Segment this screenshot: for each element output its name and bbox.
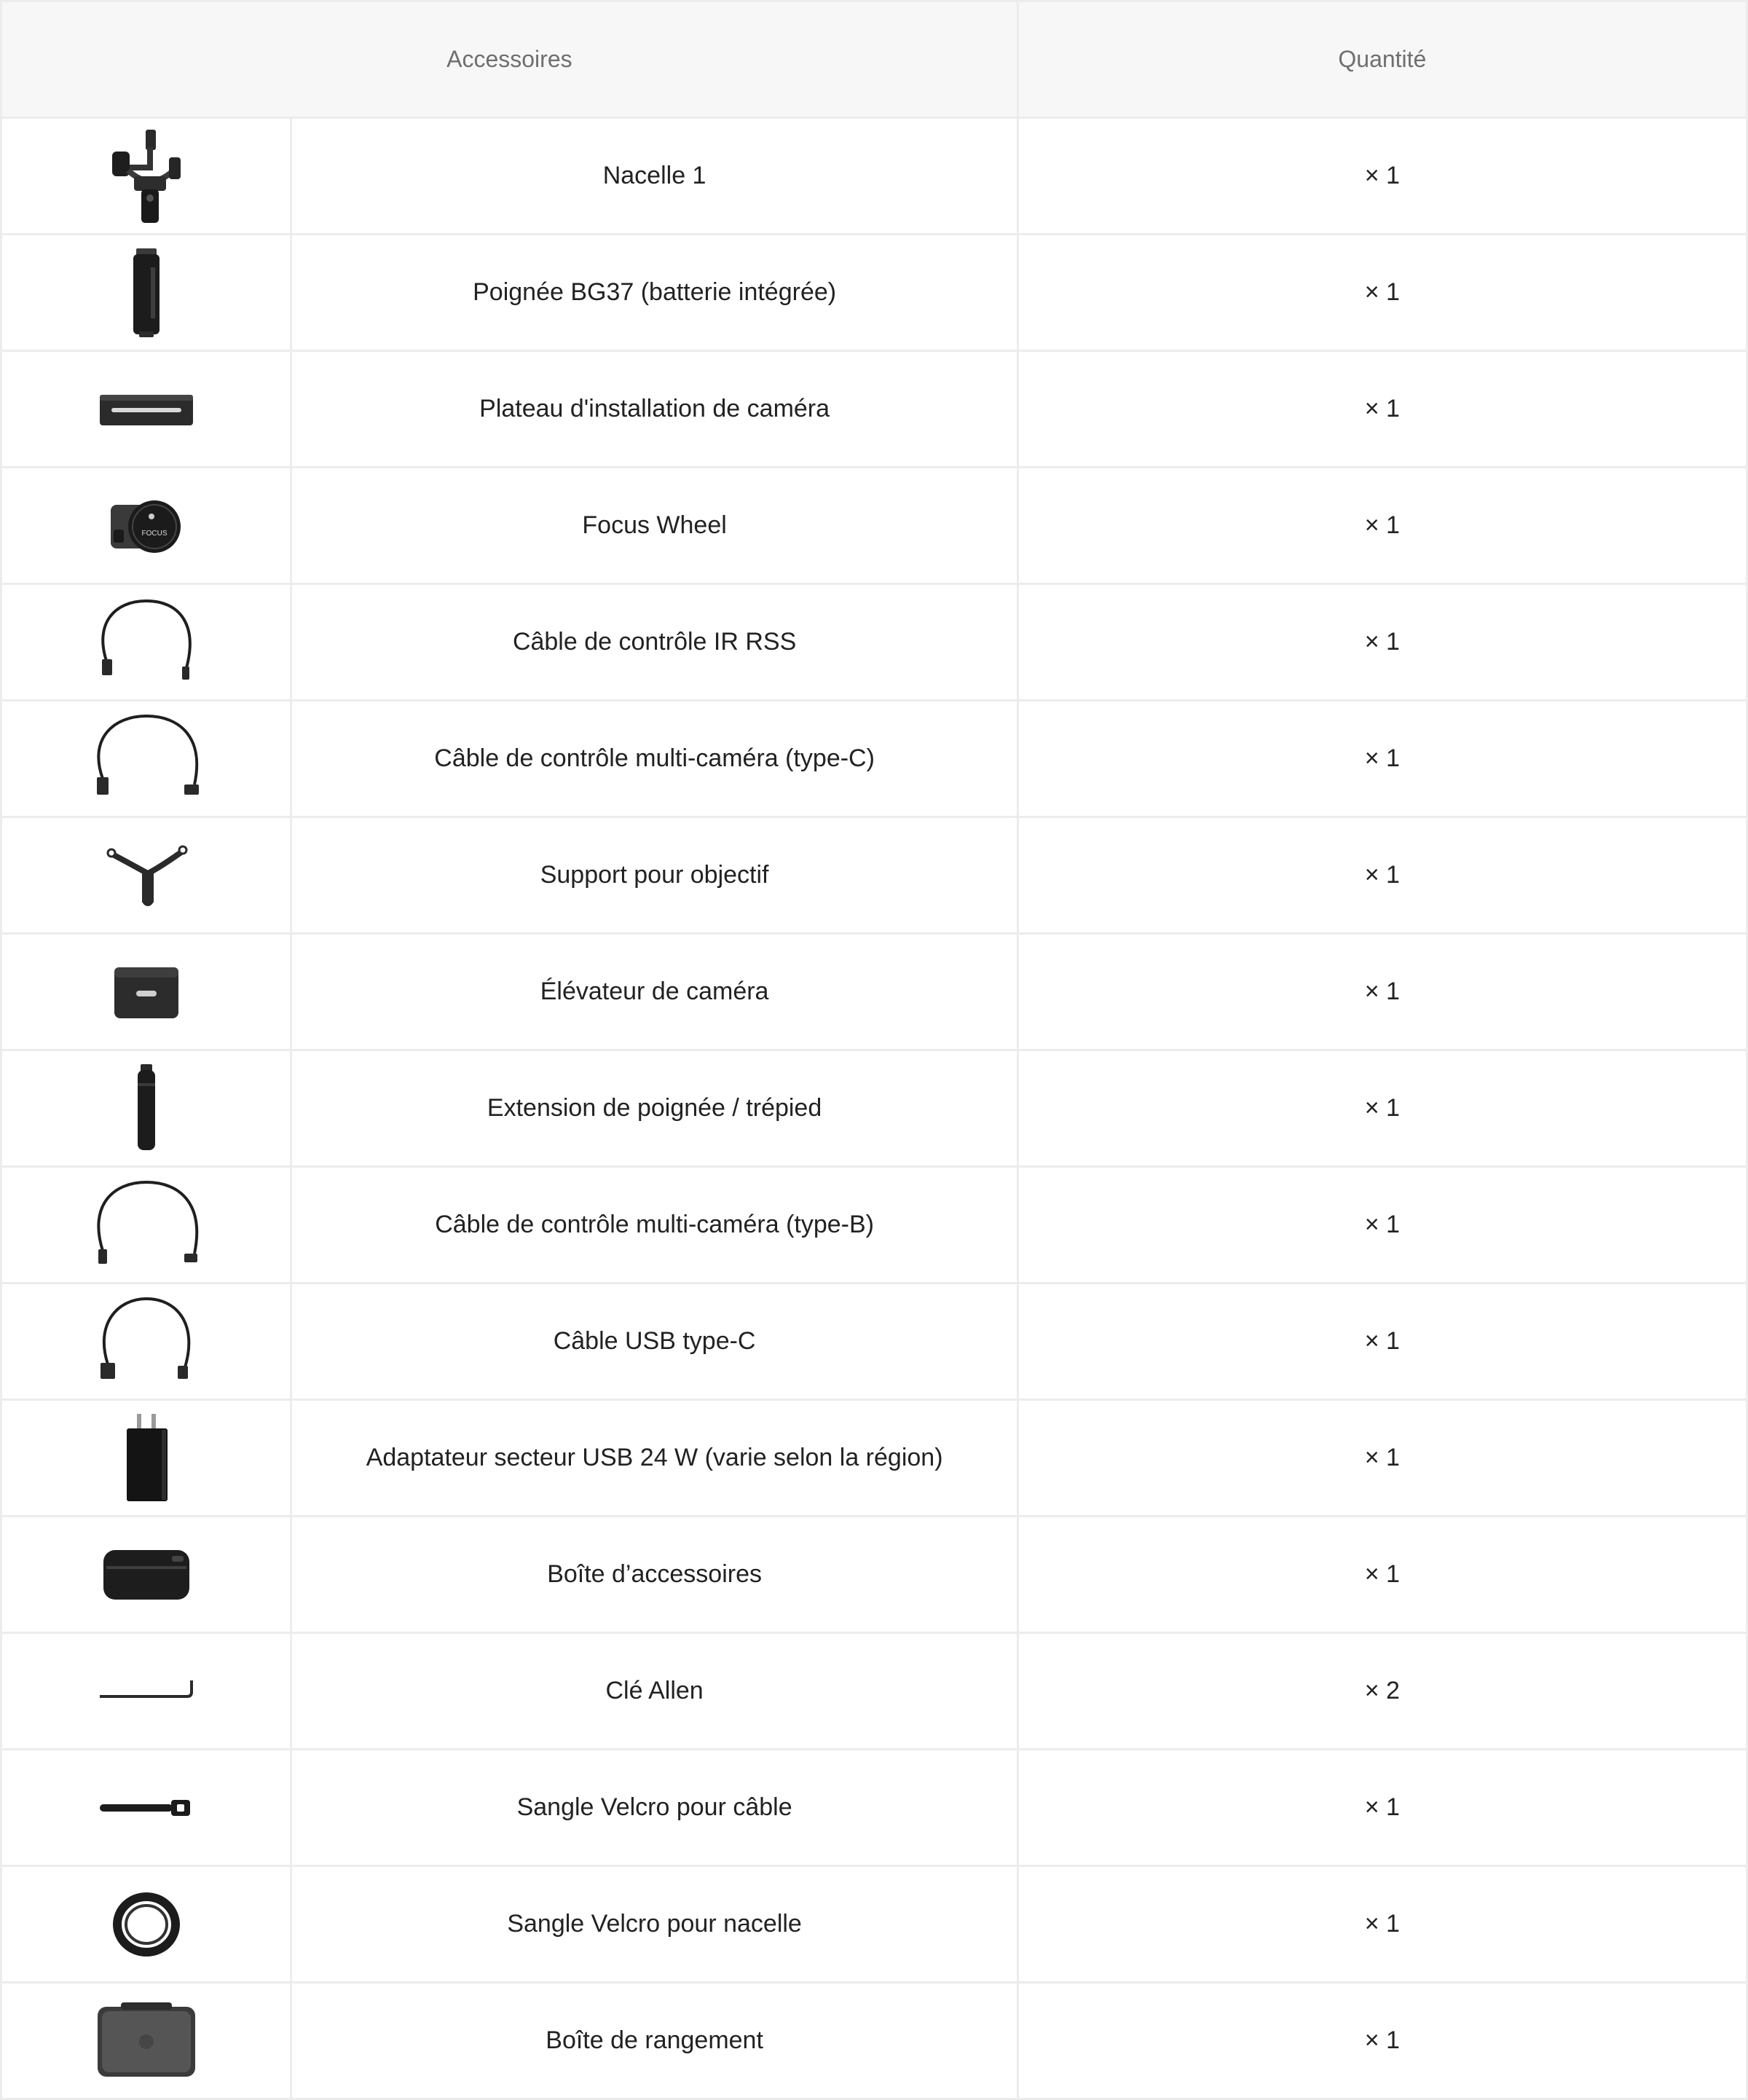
row-quantity: × 1 xyxy=(1017,817,1747,934)
row-name: Poignée BG37 (batterie intégrée) xyxy=(291,235,1017,351)
row-name: Câble de contrôle multi-caméra (type-C) xyxy=(291,701,1017,817)
row-name: Clé Allen xyxy=(291,1633,1017,1750)
gimbal-icon xyxy=(99,125,194,227)
table-row xyxy=(1,1283,1747,1400)
row-image-cell xyxy=(1,1983,291,2099)
row-image-cell xyxy=(1,1283,291,1400)
row-image-cell xyxy=(1,1400,291,1517)
table-row xyxy=(1,351,1747,468)
row-quantity: × 1 xyxy=(1017,118,1747,235)
ir-cable-icon xyxy=(92,595,201,690)
row-quantity: × 1 xyxy=(1017,351,1747,468)
focus-wheel-icon xyxy=(106,493,186,559)
row-quantity: × 1 xyxy=(1017,1400,1747,1517)
table-row xyxy=(1,118,1747,235)
focus-wheel-label: FOCUS xyxy=(141,529,168,538)
row-name: Support pour objectif xyxy=(291,817,1017,934)
power-adapter-icon xyxy=(121,1411,172,1506)
multicam-cable-b-icon xyxy=(88,1178,205,1273)
table-row xyxy=(1,701,1747,817)
table-row xyxy=(1,1050,1747,1167)
row-name: Adaptateur secteur USB 24 W (varie selon la région) xyxy=(291,1400,1017,1517)
row-image-cell xyxy=(1,351,291,468)
row-image-cell xyxy=(1,817,291,934)
lens-support-icon xyxy=(103,843,190,908)
row-quantity: × 1 xyxy=(1017,235,1747,351)
row-quantity: × 1 xyxy=(1017,468,1747,584)
row-quantity: × 1 xyxy=(1017,701,1747,817)
row-quantity: × 1 xyxy=(1017,1983,1747,2099)
table-row xyxy=(1,1750,1747,1866)
header-quantity: Quantité xyxy=(1017,1,1747,118)
row-image-cell xyxy=(1,584,291,701)
table-row xyxy=(1,1866,1747,1983)
multicam-cable-c-icon xyxy=(88,712,205,806)
camera-riser-icon xyxy=(110,963,183,1021)
row-quantity: × 1 xyxy=(1017,1283,1747,1400)
camera-plate-icon xyxy=(95,388,197,431)
row-image-cell xyxy=(1,235,291,351)
row-image-cell xyxy=(1,1633,291,1750)
row-quantity: × 1 xyxy=(1017,934,1747,1050)
row-image-cell xyxy=(1,934,291,1050)
velcro-cable-strap-icon xyxy=(95,1790,197,1826)
row-image-cell xyxy=(1,1167,291,1283)
table-row xyxy=(1,1983,1747,2099)
tripod-icon xyxy=(125,1061,168,1156)
table-row xyxy=(1,235,1747,351)
table-header-row xyxy=(1,1,1747,118)
row-quantity: × 1 xyxy=(1017,1167,1747,1283)
row-name: Câble USB type-C xyxy=(291,1283,1017,1400)
row-name: Câble de contrôle IR RSS xyxy=(291,584,1017,701)
row-quantity: × 2 xyxy=(1017,1633,1747,1750)
row-image-cell xyxy=(1,468,291,584)
row-quantity: × 1 xyxy=(1017,1050,1747,1167)
row-name: Câble de contrôle multi-caméra (type-B) xyxy=(291,1167,1017,1283)
battery-grip-icon xyxy=(125,245,168,340)
row-image-cell xyxy=(1,1517,291,1633)
row-quantity: × 1 xyxy=(1017,1866,1747,1983)
table-row xyxy=(1,1400,1747,1517)
row-quantity: × 1 xyxy=(1017,584,1747,701)
row-image-cell xyxy=(1,1750,291,1866)
row-name: Sangle Velcro pour nacelle xyxy=(291,1866,1017,1983)
velcro-gimbal-strap-icon xyxy=(110,1888,183,1961)
row-name: Plateau d'installation de caméra xyxy=(291,351,1017,468)
table-row xyxy=(1,934,1747,1050)
row-image-cell xyxy=(1,1050,291,1167)
row-image-cell xyxy=(1,1866,291,1983)
row-name: Boîte d’accessoires xyxy=(291,1517,1017,1633)
table-row xyxy=(1,1167,1747,1283)
row-name: Focus Wheel xyxy=(291,468,1017,584)
row-name: Boîte de rangement xyxy=(291,1983,1017,2099)
row-image-cell xyxy=(1,701,291,817)
accessory-case-icon xyxy=(99,1546,194,1604)
allen-key-icon xyxy=(95,1673,197,1710)
table-row xyxy=(1,584,1747,701)
usb-c-cable-icon xyxy=(92,1294,201,1389)
table-row xyxy=(1,817,1747,934)
row-name: Extension de poignée / trépied xyxy=(291,1050,1017,1167)
row-quantity: × 1 xyxy=(1017,1517,1747,1633)
table-row xyxy=(1,468,1747,584)
table-row xyxy=(1,1517,1747,1633)
row-name: Nacelle 1 xyxy=(291,118,1017,235)
header-accessories: Accessoires xyxy=(1,1,1018,118)
row-quantity: × 1 xyxy=(1017,1750,1747,1866)
row-name: Élévateur de caméra xyxy=(291,934,1017,1050)
table-row xyxy=(1,1633,1747,1750)
row-name: Sangle Velcro pour câble xyxy=(291,1750,1017,1866)
row-image-cell xyxy=(1,118,291,235)
storage-case-icon xyxy=(92,2001,201,2081)
